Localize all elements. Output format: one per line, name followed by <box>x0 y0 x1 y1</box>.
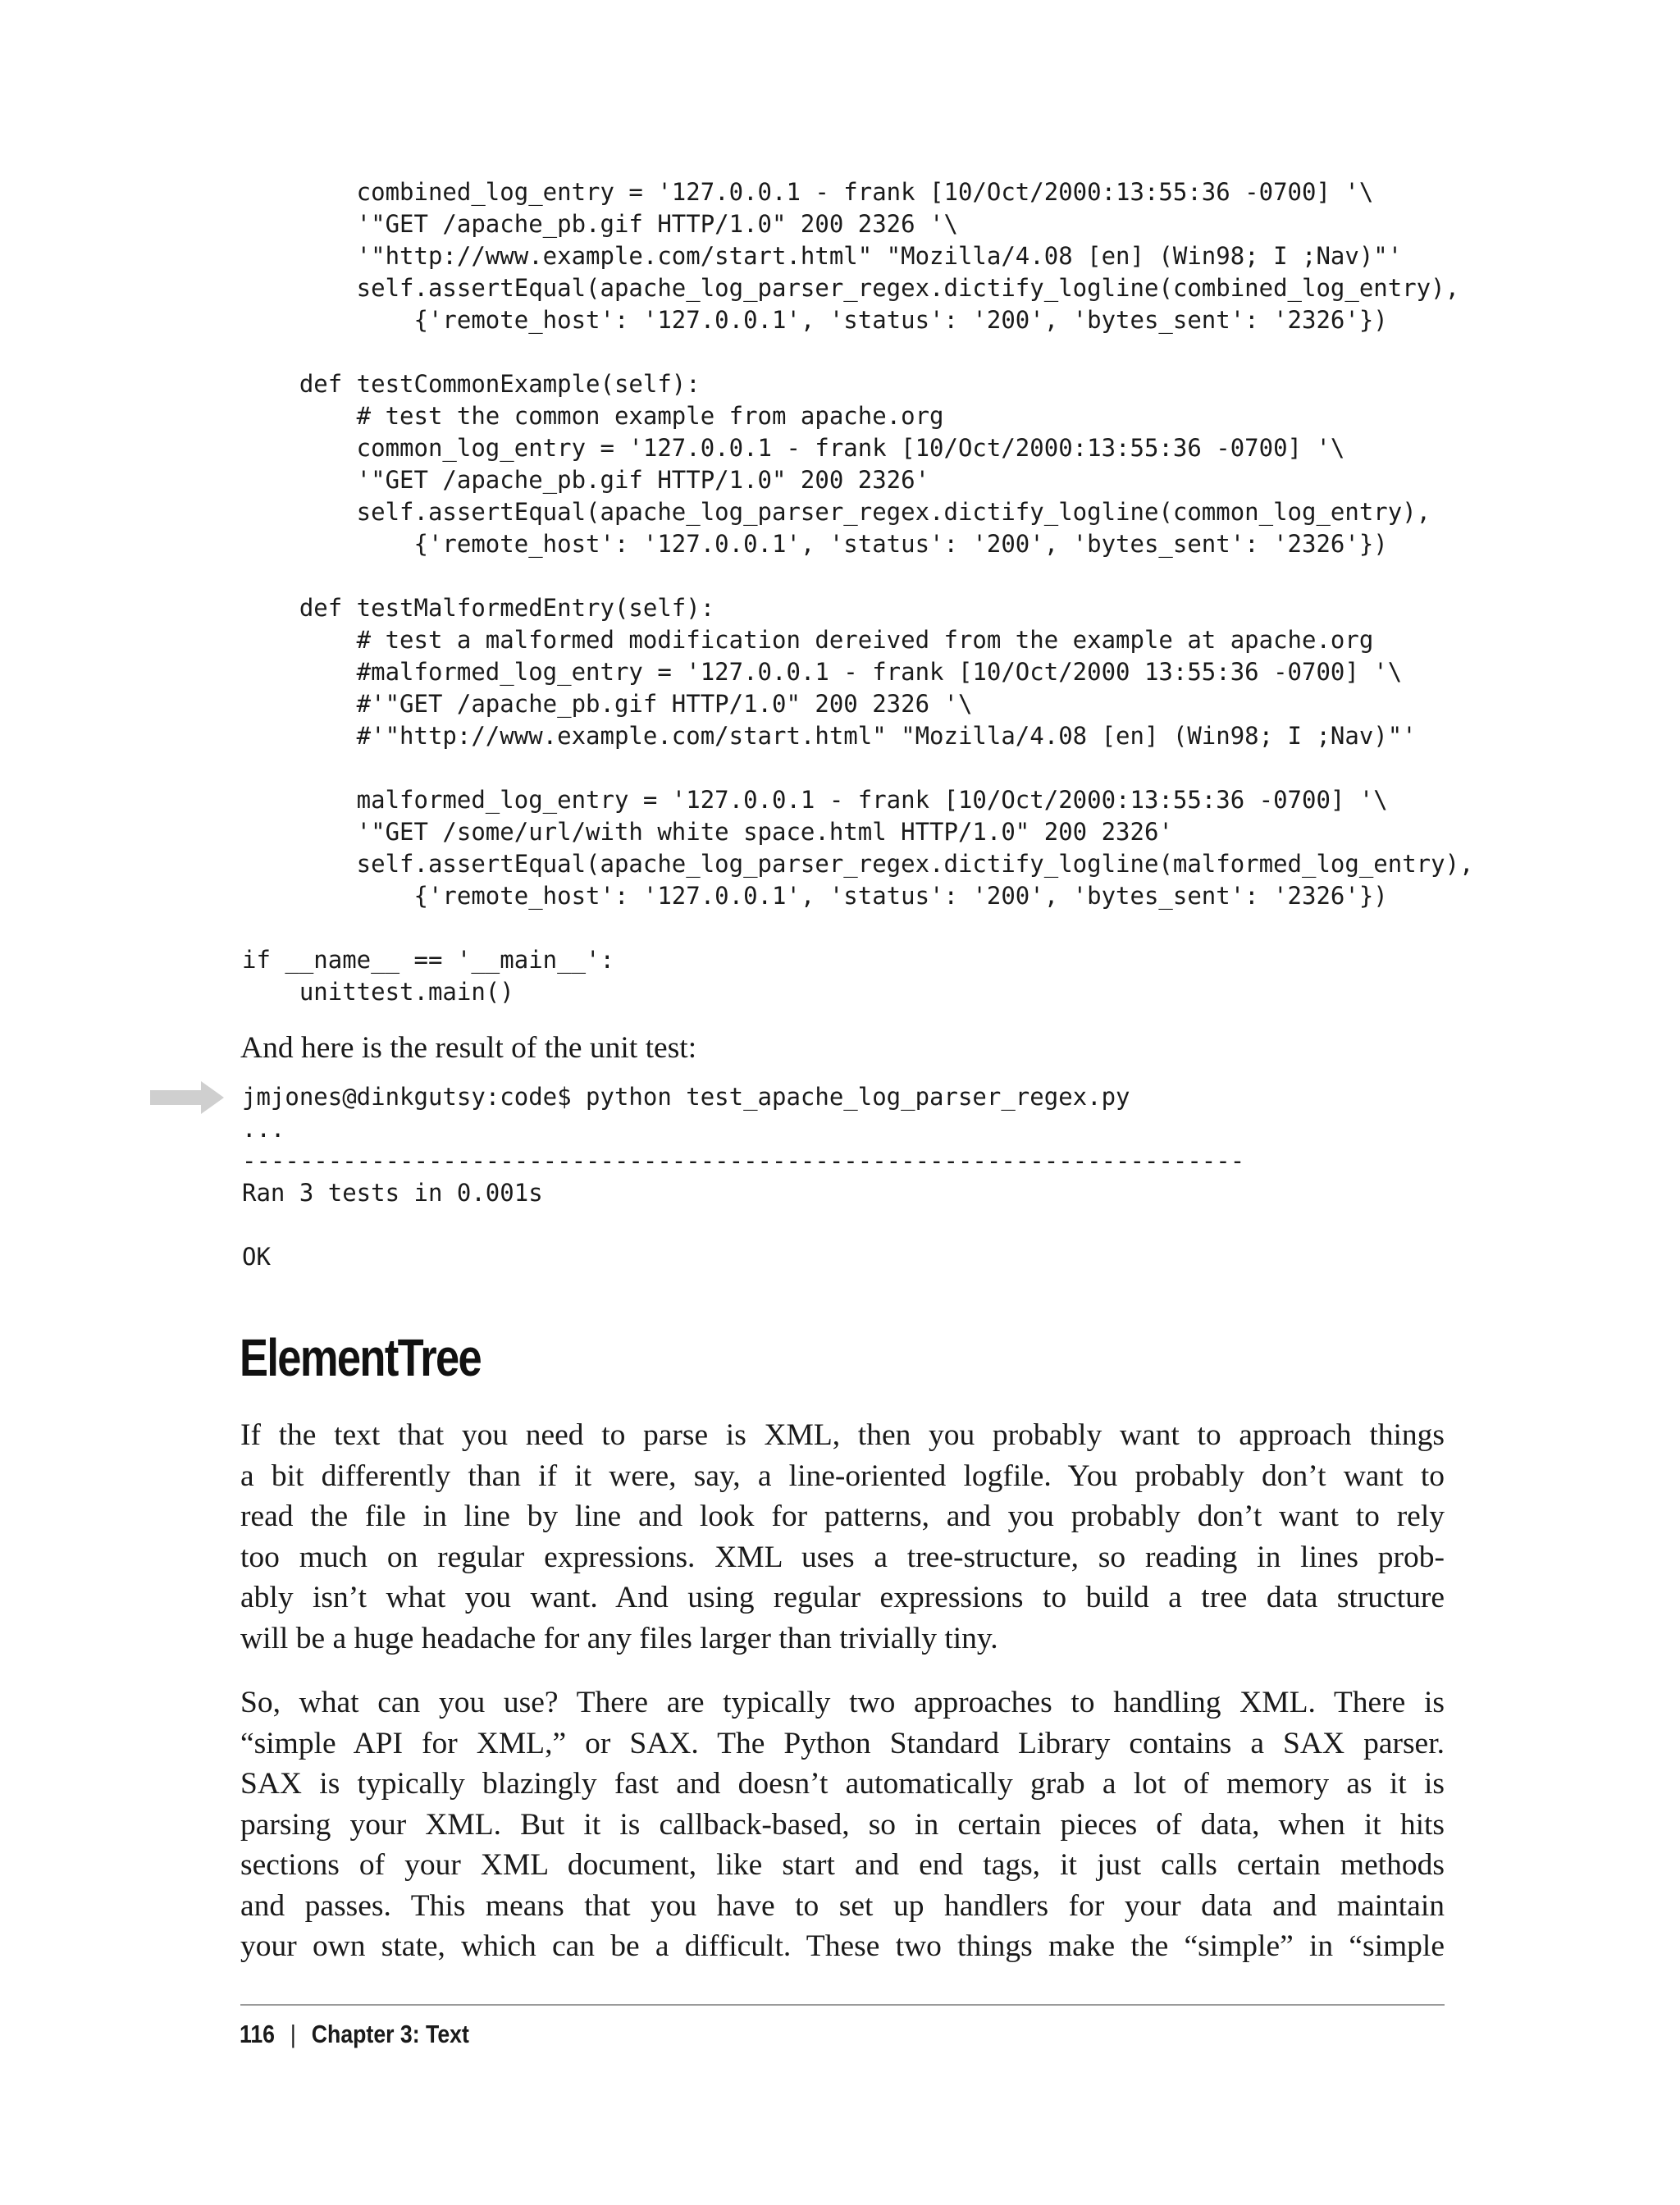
code-line: # test the common example from apache.org <box>242 402 944 430</box>
code-line: '"http://www.example.com/start.html" "Mozilla/4.08 [en] (Win98; I ;Nav)"' <box>242 242 1403 270</box>
code-line: self.assertEqual(apache_log_parser_regex.dictify_logline(common_log_entry), <box>242 498 1431 526</box>
footer-rule <box>240 2004 1445 2006</box>
code-line: unittest.main() <box>242 978 514 1006</box>
paragraph-line: parsing your XML. But it is callback-based, so in certain pieces of data, when it hits <box>240 1807 1445 1842</box>
code-line: #malformed_log_entry = '127.0.0.1 - frank [10/Oct/2000 13:55:36 -0700] '\ <box>242 658 1403 686</box>
code-line <box>242 336 1474 368</box>
terminal-line: jmjones@dinkgutsy:code$ python test_apache_log_parser_regex.py <box>242 1083 1130 1111</box>
body-paragraph <box>240 1415 1445 1659</box>
code-line: def testMalformedEntry(self): <box>242 594 715 622</box>
right-arrow-icon <box>150 1081 224 1114</box>
code-line: '"GET /apache_pb.gif HTTP/1.0" 200 2326' <box>242 466 930 494</box>
paragraph-line: a bit differently than if it were, say, a line-oriented logfile. You probably don’t want to <box>240 1459 1445 1493</box>
code-line: {'remote_host': '127.0.0.1', 'status': '200', 'bytes_sent': '2326'}) <box>242 530 1388 558</box>
code-listing <box>242 176 1474 1008</box>
intro-text: And here is the result of the unit test: <box>240 1031 697 1065</box>
terminal-line: Ran 3 tests in 0.001s <box>242 1179 543 1207</box>
footer-separator: | <box>290 2020 296 2048</box>
code-line: '"GET /some/url/with white space.html HTTP/1.0" 200 2326' <box>242 818 1173 846</box>
code-line: self.assertEqual(apache_log_parser_regex.dictify_logline(combined_log_entry), <box>242 274 1460 302</box>
body-paragraph <box>240 1682 1445 1967</box>
code-line: '"GET /apache_pb.gif HTTP/1.0" 200 2326 '\ <box>242 210 958 238</box>
terminal-line: OK <box>242 1243 271 1271</box>
chapter-label: Chapter 3: Text <box>311 2020 469 2048</box>
paragraph-line: too much on regular expressions. XML uses a tree-structure, so reading in lines prob- <box>240 1540 1445 1574</box>
code-line: self.assertEqual(apache_log_parser_regex.dictify_logline(malformed_log_entry), <box>242 850 1474 878</box>
paragraph-line: If the text that you need to parse is XML, then you probably want to approach things <box>240 1418 1445 1452</box>
code-line <box>242 912 1474 944</box>
paragraph-line: read the file in line by line and look for patterns, and you probably don’t want to rely <box>240 1500 1445 1533</box>
code-line: if __name__ == '__main__': <box>242 946 614 974</box>
paragraph-line: your own state, which can be a difficult. These two things make the “simple” in “simple <box>240 1929 1445 1963</box>
code-line <box>242 560 1474 592</box>
code-line: #'"http://www.example.com/start.html" "Mozilla/4.08 [en] (Win98; I ;Nav)"' <box>242 722 1417 750</box>
code-line: #'"GET /apache_pb.gif HTTP/1.0" 200 2326 '\ <box>242 690 973 718</box>
code-line: common_log_entry = '127.0.0.1 - frank [10/Oct/2000:13:55:36 -0700] '\ <box>242 434 1345 462</box>
section-heading: ElementTree <box>240 1328 482 1387</box>
code-line: {'remote_host': '127.0.0.1', 'status': '200', 'bytes_sent': '2326'}) <box>242 882 1388 910</box>
paragraph-line: sections of your XML document, like start and end tags, it just calls certain methods <box>240 1848 1445 1882</box>
terminal-line: ... <box>242 1115 285 1143</box>
paragraph-line: ably isn’t what you want. And using regular expressions to build a tree data structure <box>240 1581 1445 1614</box>
paragraph-line: SAX is typically blazingly fast and doesn’t automatically grab a lot of memory as it is <box>240 1767 1445 1801</box>
terminal-output <box>242 1081 1244 1273</box>
code-line: combined_log_entry = '127.0.0.1 - frank [10/Oct/2000:13:55:36 -0700] '\ <box>242 178 1374 206</box>
terminal-line <box>242 1209 1244 1241</box>
code-line: {'remote_host': '127.0.0.1', 'status': '200', 'bytes_sent': '2326'}) <box>242 306 1388 334</box>
paragraph-line: So, what can you use? There are typically two approaches to handling XML. There is <box>240 1686 1445 1719</box>
paragraph-line: will be a huge headache for any files larger than trivially tiny. <box>240 1621 998 1655</box>
code-line <box>242 752 1474 784</box>
code-line: def testCommonExample(self): <box>242 370 701 398</box>
code-line: malformed_log_entry = '127.0.0.1 - frank [10/Oct/2000:13:55:36 -0700] '\ <box>242 786 1388 814</box>
page-number: 116 <box>240 2020 276 2048</box>
code-line: # test a malformed modification dereived from the example at apache.org <box>242 626 1374 654</box>
terminal-line: ---------------------------------------------------------------------- <box>242 1147 1245 1175</box>
paragraph-line: “simple API for XML,” or SAX. The Python Standard Library contains a SAX parser. <box>240 1726 1445 1760</box>
paragraph-line: and passes. This means that you have to set up handlers for your data and maintain <box>240 1888 1445 1923</box>
page-footer <box>240 2018 469 2051</box>
